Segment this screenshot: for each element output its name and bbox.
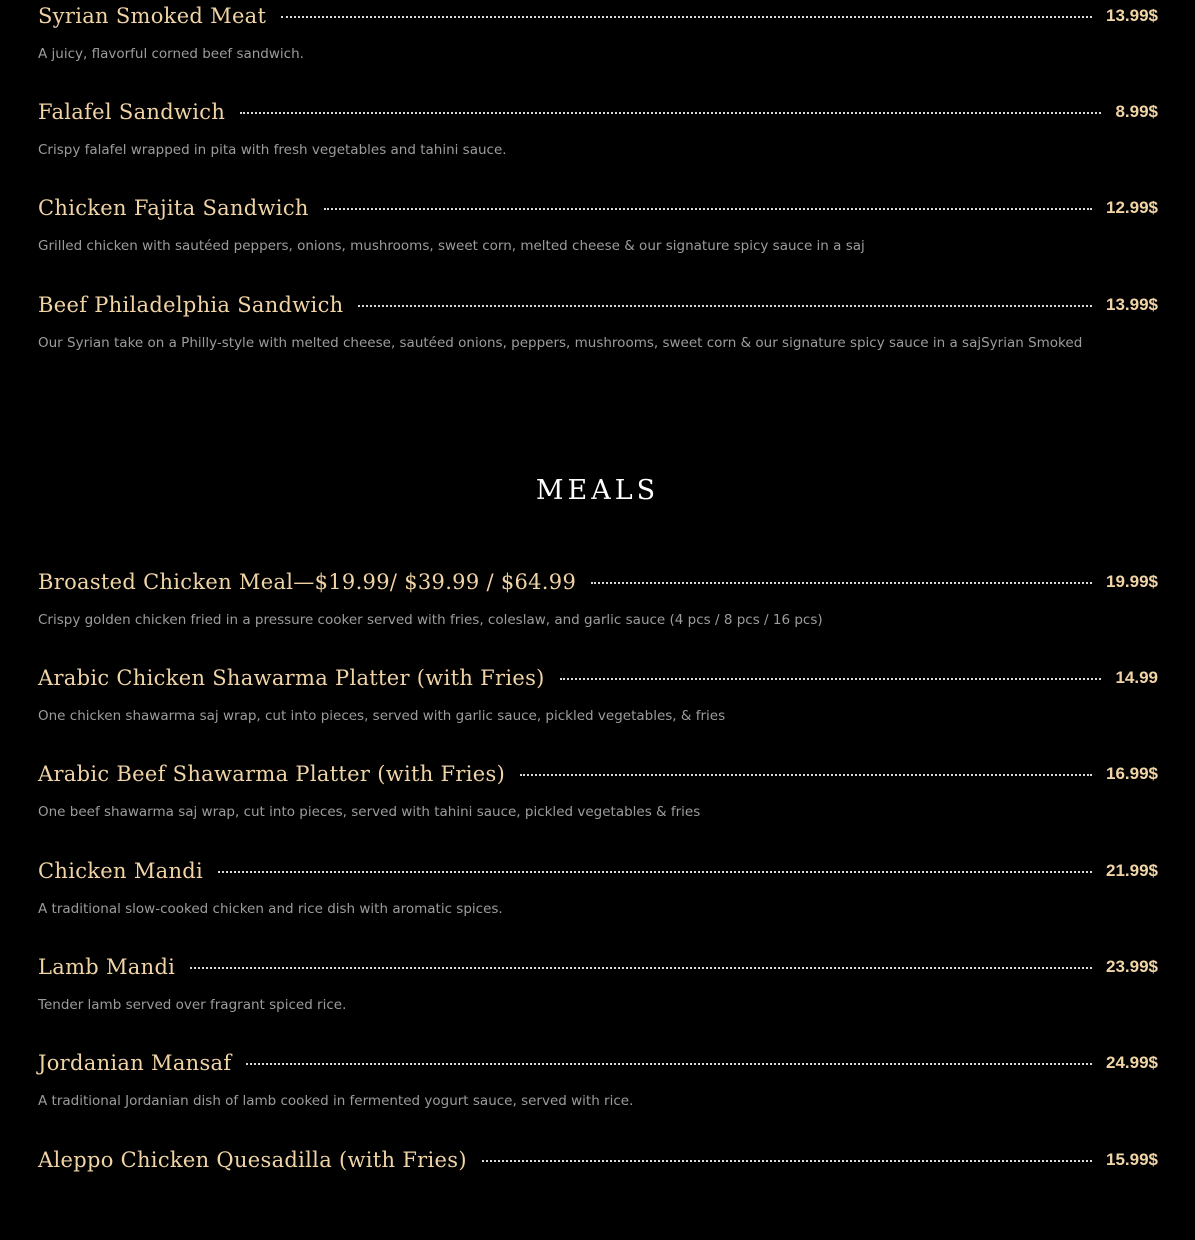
menu-item-header <box>38 1143 1158 1177</box>
item-price: 16.99$ <box>1106 764 1158 783</box>
item-price: 19.99$ <box>1106 572 1158 591</box>
menu-item-header <box>38 565 1158 599</box>
dotted-leader <box>560 678 1102 680</box>
item-price: 15.99$ <box>1106 1150 1158 1169</box>
item-price: 14.99 <box>1115 668 1158 687</box>
item-price: 21.99$ <box>1106 861 1158 880</box>
dotted-leader <box>190 967 1092 969</box>
menu-item-jordanian-mansaf <box>38 1051 1158 1143</box>
item-name: Chicken Mandi <box>38 859 204 883</box>
menu-item-header <box>38 191 1158 225</box>
dotted-leader <box>482 1160 1092 1162</box>
item-description: A traditional Jordanian dish of lamb cooked in fermented yogurt sauce, served with rice. <box>38 1093 634 1109</box>
menu-item-aleppo-chicken-quesadilla <box>38 1148 1158 1240</box>
item-name: Arabic Chicken Shawarma Platter (with Fries) <box>38 666 545 690</box>
menu-item-header <box>38 288 1158 322</box>
menu-item-header <box>38 757 1158 791</box>
item-price: 23.99$ <box>1106 957 1158 976</box>
menu-item-header <box>38 1046 1158 1080</box>
menu-item-chicken-fajita-sandwich <box>38 196 1158 288</box>
item-price: 24.99$ <box>1106 1053 1158 1072</box>
dotted-leader <box>240 112 1101 114</box>
menu-item-beef-philadelphia-sandwich <box>38 293 1158 385</box>
item-name: Beef Philadelphia Sandwich <box>38 293 344 317</box>
item-price: 8.99$ <box>1115 102 1158 121</box>
dotted-leader <box>324 208 1092 210</box>
item-name: Arabic Beef Shawarma Platter (with Fries) <box>38 762 506 786</box>
dotted-leader <box>246 1063 1092 1065</box>
item-name: Jordanian Mansaf <box>38 1051 232 1075</box>
dotted-leader <box>591 582 1092 584</box>
menu-item-lamb-mandi <box>38 955 1158 1047</box>
item-description: Tender lamb served over fragrant spiced rice. <box>38 997 347 1013</box>
item-price: 13.99$ <box>1106 295 1158 314</box>
item-name: Chicken Fajita Sandwich <box>38 196 309 220</box>
item-name: Broasted Chicken Meal—$19.99/ $39.99 / $64.99 <box>38 570 577 594</box>
menu-item-header <box>38 950 1158 984</box>
menu-item-header <box>38 661 1158 695</box>
item-name: Syrian Smoked Meat <box>38 4 267 28</box>
item-price: 12.99$ <box>1106 198 1158 217</box>
item-price: 13.99$ <box>1106 6 1158 25</box>
item-description: A traditional slow-cooked chicken and rice dish with aromatic spices. <box>38 901 503 917</box>
dotted-leader <box>281 16 1092 18</box>
menu-item-falafel-sandwich <box>38 100 1158 192</box>
item-description: Our Syrian take on a Philly-style with melted cheese, sautéed onions, peppers, mushrooms, sweet corn & our signature spicy sauce in a sajSyrian Smoked <box>38 335 1083 351</box>
item-description: Grilled chicken with sautéed peppers, onions, mushrooms, sweet corn, melted cheese & our signature spicy sauce in a saj <box>38 238 865 254</box>
menu-item-arabic-chicken-shawarma-platter <box>38 666 1158 758</box>
item-name: Falafel Sandwich <box>38 100 226 124</box>
menu-item-header <box>38 854 1158 888</box>
item-description: A juicy, flavorful corned beef sandwich. <box>38 46 304 62</box>
item-description: Crispy golden chicken fried in a pressure cooker served with fries, coleslaw, and garlic sauce (4 pcs / 8 pcs / 16 pcs) <box>38 612 823 628</box>
menu-item-arabic-beef-shawarma-platter <box>38 762 1158 854</box>
menu-item-broasted-chicken-meal <box>38 570 1158 662</box>
item-description: Crispy falafel wrapped in pita with fresh vegetables and tahini sauce. <box>38 142 507 158</box>
menu-item-header <box>38 0 1158 33</box>
menu-item-syrian-smoked-meat <box>38 4 1158 96</box>
dotted-leader <box>218 871 1092 873</box>
item-name: Aleppo Chicken Quesadilla (with Fries) <box>38 1148 467 1172</box>
menu-item-chicken-mandi <box>38 859 1158 951</box>
menu-item-header <box>38 95 1158 129</box>
item-description: One beef shawarma saj wrap, cut into pieces, served with tahini sauce, pickled vegetables & fries <box>38 804 701 820</box>
dotted-leader <box>358 305 1092 307</box>
item-description: One chicken shawarma saj wrap, cut into pieces, served with garlic sauce, pickled vegetables, & fries <box>38 708 726 724</box>
item-name: Lamb Mandi <box>38 955 176 979</box>
section-title-meals: MEALS <box>535 475 660 506</box>
dotted-leader <box>520 774 1092 776</box>
